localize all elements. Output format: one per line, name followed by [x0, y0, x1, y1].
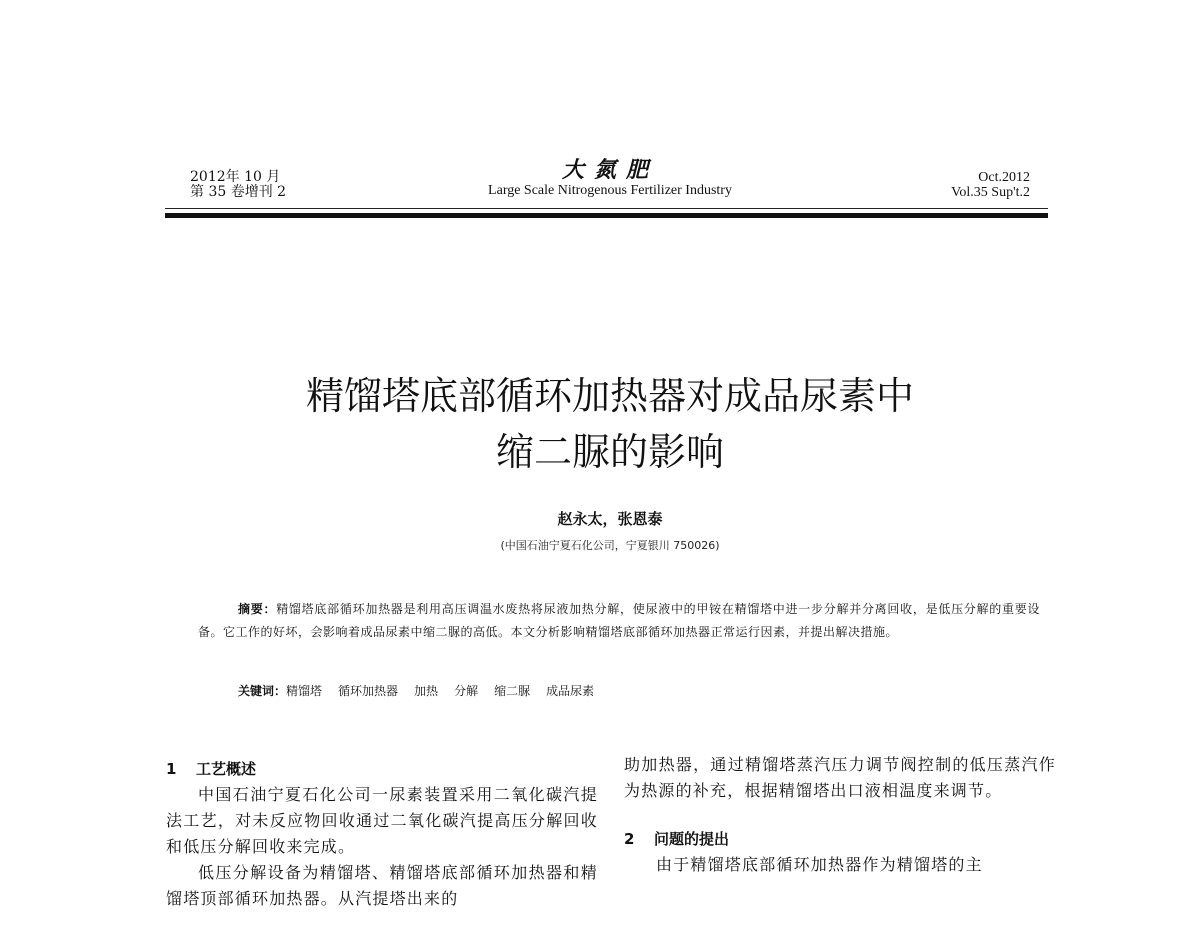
- body-right-column: [624, 752, 1056, 878]
- keyword: 分解: [454, 684, 479, 698]
- issue-date-cn: 2012年 10 月: [190, 169, 281, 185]
- keyword: 缩二脲: [494, 684, 531, 698]
- section-spacer: [624, 804, 1056, 826]
- issue-volume-en: Vol.35 Sup't.2: [951, 185, 1030, 200]
- keyword: 循环加热器: [338, 684, 399, 698]
- authors: 赵永太，张恩泰: [557, 510, 663, 528]
- keywords: [238, 682, 610, 700]
- paragraph: 中国石油宁夏石化公司一尿素装置采用二氧化碳汽提法工艺，对未反应物回收通过二氧化碳汽提高压分解回收和低压分解回收来完成。: [166, 785, 598, 856]
- header-rule-thick: [165, 213, 1048, 218]
- section-number: 2: [624, 830, 635, 848]
- abstract-label: 摘要：: [238, 602, 277, 616]
- header-right: [951, 170, 1030, 200]
- title-line-1: 精馏塔底部循环加热器对成品尿素中: [305, 374, 914, 418]
- affiliation: (中国石油宁夏石化公司，宁夏银川 750026): [500, 539, 720, 552]
- section-heading-2: [624, 826, 1056, 852]
- keywords-label: 关键词：: [238, 684, 287, 698]
- issue-date-en: Oct.2012: [978, 170, 1030, 185]
- paragraph: 由于精馏塔底部循环加热器作为精馏塔的主: [656, 855, 983, 874]
- section-title: 工艺概述: [196, 760, 257, 778]
- journal-logo-cn: 大氮肥: [561, 157, 658, 183]
- issue-volume-cn: 第 35 卷增刊 2: [190, 184, 287, 200]
- keyword: 成品尿素: [546, 684, 595, 698]
- abstract-text: 精馏塔底部循环加热器是利用高压调温水废热将尿液加热分解，使尿液中的甲铵在精馏塔中进一步分解并分离回收，是低压分解的重要设备。它工作的好坏，会影响着成品尿素中缩二脲的高低。本文分析影响精馏塔底部循环加热器正常运行因素，并提出解决措施。: [198, 602, 1040, 639]
- paragraph: 低压分解设备为精馏塔、精馏塔底部循环加热器和精馏塔顶部循环加热器。从汽提塔出来的: [166, 863, 598, 908]
- section-title: 问题的提出: [654, 830, 730, 848]
- abstract: [198, 598, 1040, 644]
- keyword: 加热: [414, 684, 439, 698]
- section-heading-1: [166, 756, 598, 782]
- title-line-2: 缩二脲的影响: [495, 430, 724, 474]
- paragraph-continued: 助加热器，通过精馏塔蒸汽压力调节阀控制的低压蒸汽作为热源的补充，根据精馏塔出口液相温度来调节。: [624, 755, 1056, 800]
- header-left: [190, 170, 286, 200]
- header-rule-thin: [165, 208, 1048, 209]
- section-number: 1: [166, 760, 177, 778]
- article-title: [200, 368, 1020, 480]
- journal-masthead: [440, 157, 780, 199]
- keyword: 精馏塔: [286, 684, 323, 698]
- journal-name-en: Large Scale Nitrogenous Fertilizer Industry: [488, 183, 732, 198]
- body-left-column: [166, 756, 598, 912]
